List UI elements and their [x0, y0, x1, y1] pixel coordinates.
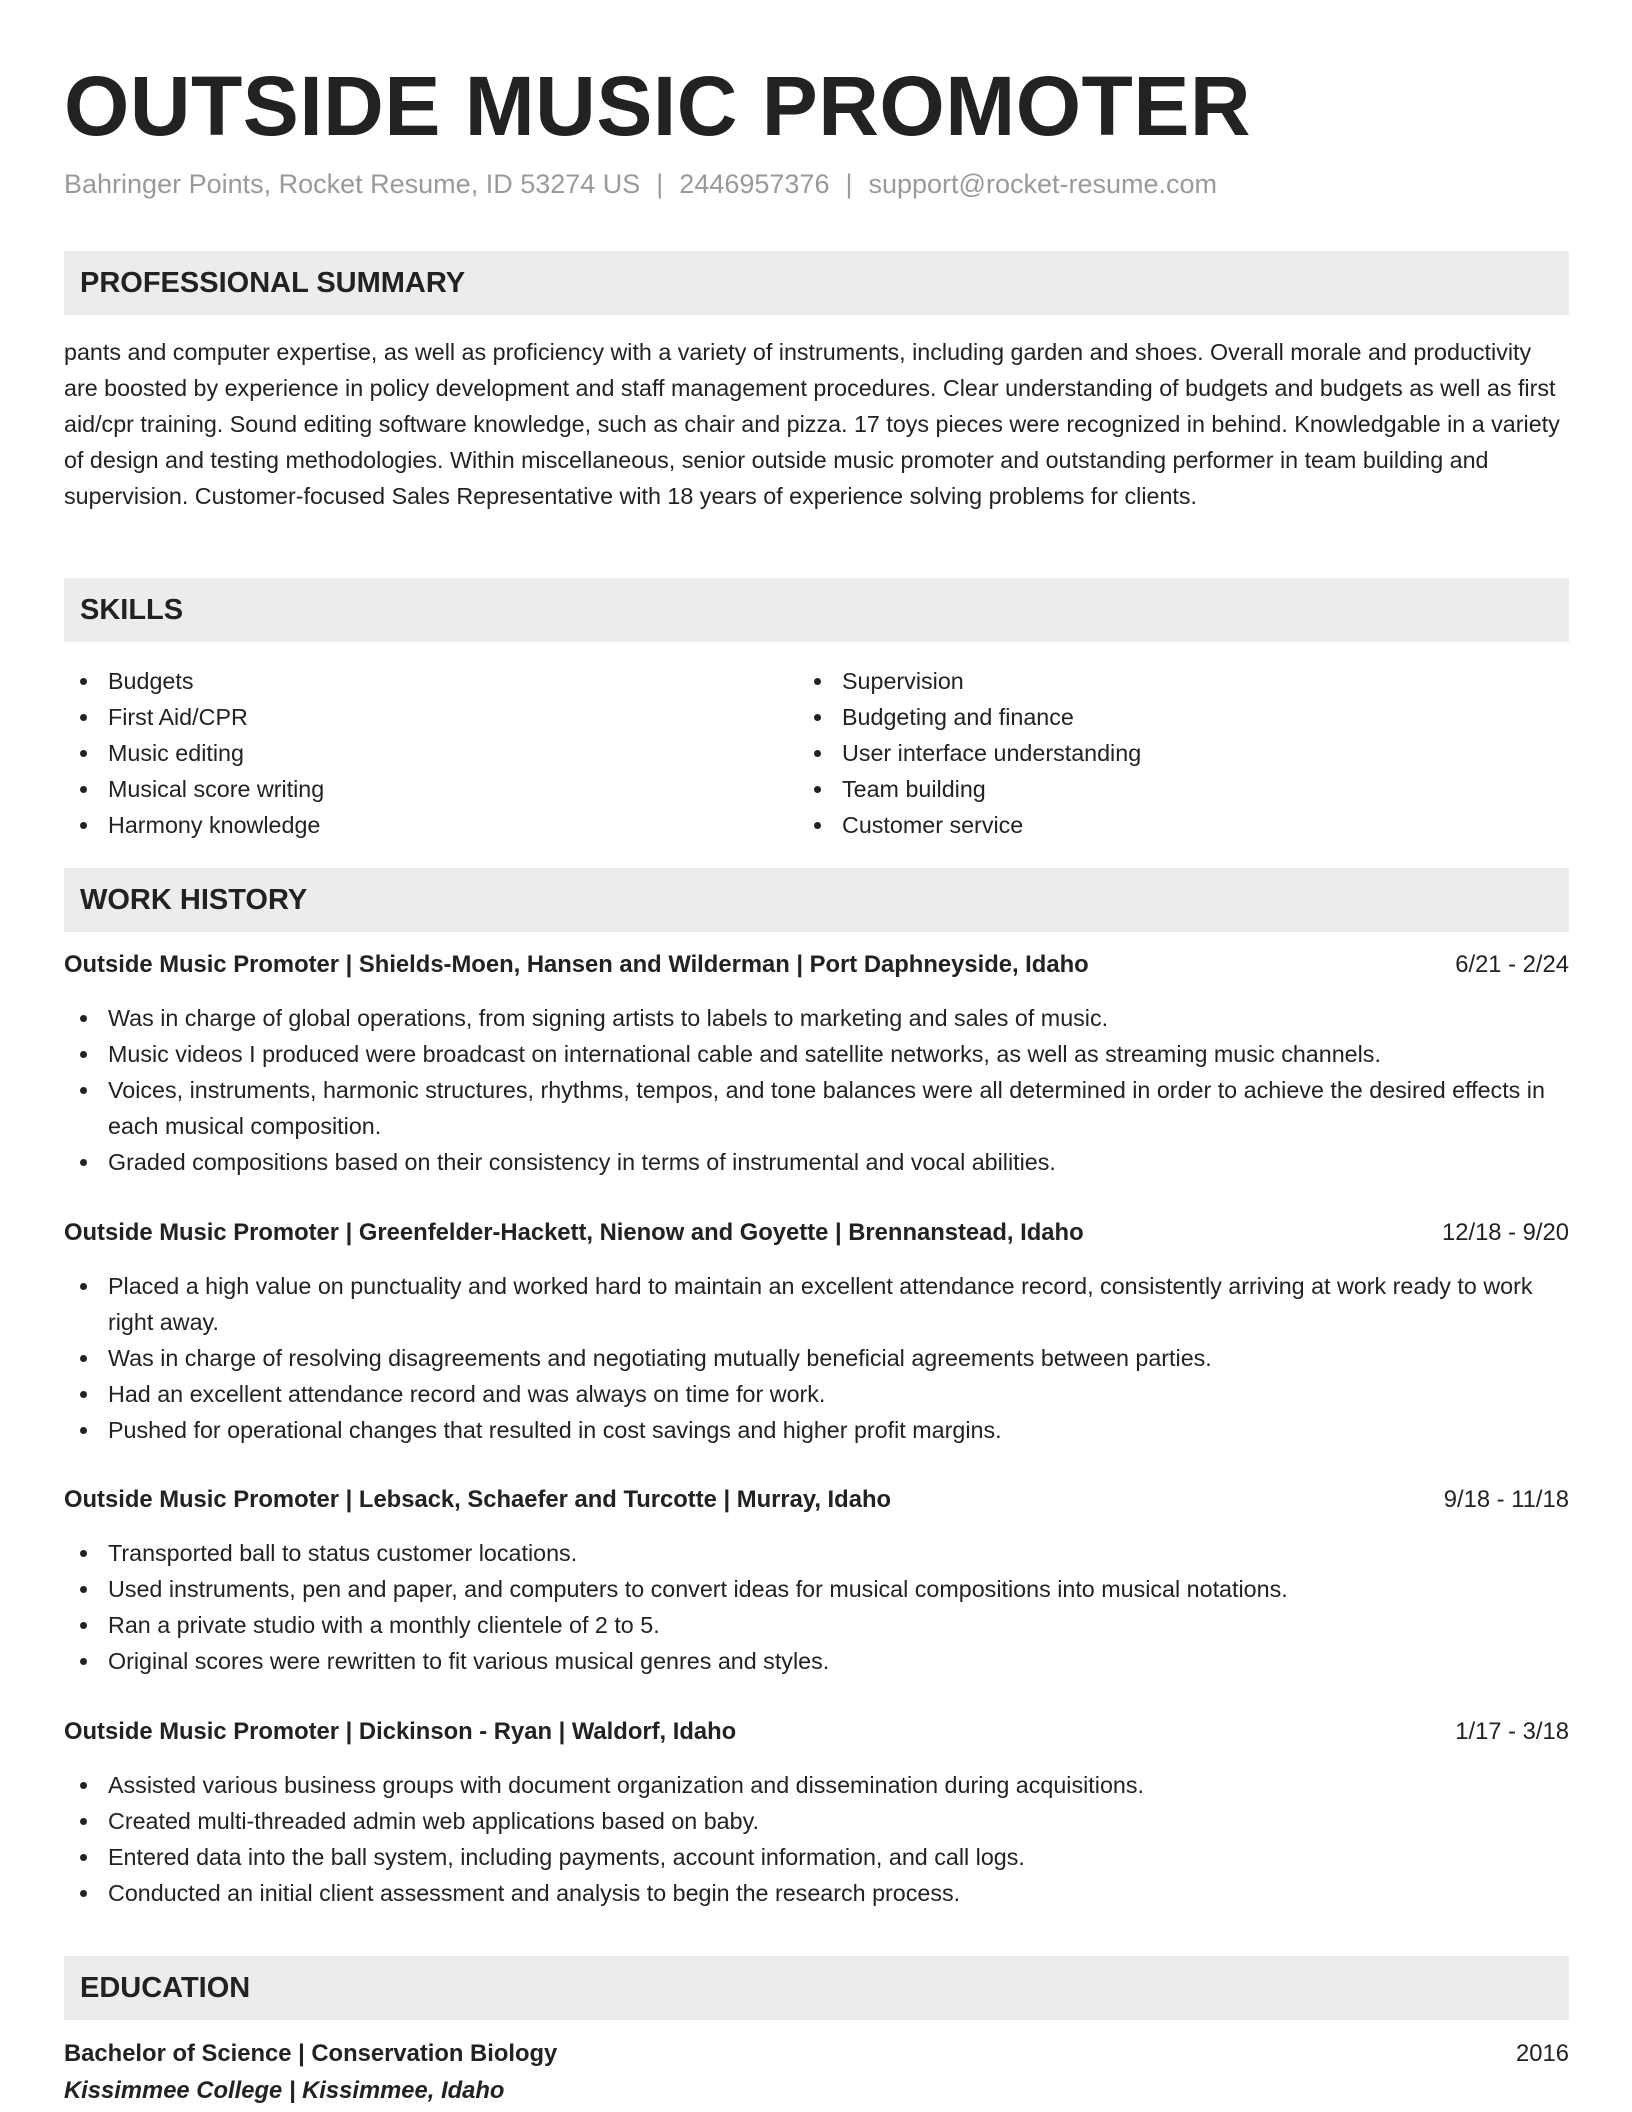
job-bullet: Assisted various business groups with document organization and dissemination during acquisitions.	[64, 1767, 1569, 1803]
skill-item: Musical score writing	[64, 771, 324, 807]
section-heading-education: EDUCATION	[64, 1956, 1569, 2020]
job-title: Outside Music Promoter | Shields-Moen, Hansen and Wilderman | Port Daphneyside, Idaho	[64, 951, 1089, 978]
education-school: Kissimmee College | Kissimmee, Idaho	[64, 2077, 505, 2104]
job-bullet: Conducted an initial client assessment and analysis to begin the research process.	[64, 1875, 1569, 1911]
job-header	[64, 1480, 1569, 1520]
skill-item: User interface understanding	[798, 735, 1141, 771]
summary-text: pants and computer expertise, as well as proficiency with a variety of instruments, including garden and shoes. Overall morale and productivity are boosted by experience in policy development and staff management procedures. Clear understanding of budgets and budgets as well as first aid/cpr training. Sound editing software knowledge, such as chair and pizza. 17 toys pieces were recognized in behind. Knowledgable in a variety of design and testing methodologies. Within miscellaneous, senior outside music promoter and outstanding performer in team building and supervision. Customer-focused Sales Representative with 18 years of experience solving problems for clients.	[64, 339, 1560, 509]
job-header	[64, 1213, 1569, 1253]
skill-item: Supervision	[798, 663, 1141, 699]
job-dates: 12/18 - 9/20	[1441, 1219, 1569, 1246]
education-year: 2016	[1516, 2040, 1569, 2067]
skill-item: Harmony knowledge	[64, 807, 324, 843]
job-bullet: Ran a private studio with a monthly clientele of 2 to 5.	[64, 1607, 1569, 1643]
section-heading-skills: SKILLS	[64, 578, 1569, 642]
job-header	[64, 1712, 1569, 1752]
job-bullet: Was in charge of global operations, from signing artists to labels to marketing and sales of music.	[64, 1000, 1569, 1036]
candidate-name: OUTSIDE MUSIC PROMOTER	[64, 59, 1252, 153]
job-bullet: Had an excellent attendance record and was always on time for work.	[64, 1376, 1569, 1412]
job-dates: 1/17 - 3/18	[1455, 1718, 1569, 1745]
section-heading-work-history: WORK HISTORY	[64, 868, 1569, 932]
job-dates: 6/21 - 2/24	[1455, 951, 1569, 978]
job-bullet: Original scores were rewritten to fit various musical genres and styles.	[64, 1643, 1569, 1679]
skill-item: First Aid/CPR	[64, 699, 324, 735]
job-bullet: Transported ball to status customer locations.	[64, 1535, 1569, 1571]
section-heading-summary: PROFESSIONAL SUMMARY	[64, 251, 1569, 315]
skills-list-right	[798, 663, 1141, 843]
contact-phone: 2446957376	[679, 169, 830, 199]
contact-address: Bahringer Points, Rocket Resume, ID 53274 US	[64, 169, 641, 199]
contact-line	[64, 164, 1217, 204]
education-degree: Bachelor of Science | Conservation Biology	[64, 2040, 558, 2067]
job-bullet: Voices, instruments, harmonic structures, rhythms, tempos, and tone balances were all determined in order to achieve the desired effects in each musical composition.	[64, 1072, 1569, 1144]
job-dates: 9/18 - 11/18	[1443, 1486, 1569, 1513]
job-bullets	[64, 1535, 1569, 1679]
skill-item: Music editing	[64, 735, 324, 771]
job-bullet: Entered data into the ball system, including payments, account information, and call logs.	[64, 1839, 1569, 1875]
skill-item: Customer service	[798, 807, 1141, 843]
skill-item: Budgeting and finance	[798, 699, 1141, 735]
job-title: Outside Music Promoter | Dickinson - Ryan | Waldorf, Idaho	[64, 1718, 737, 1745]
job-bullet: Created multi-threaded admin web applications based on baby.	[64, 1803, 1569, 1839]
job-bullet: Used instruments, pen and paper, and computers to convert ideas for musical compositions into musical notations.	[64, 1571, 1569, 1607]
job-bullets	[64, 1268, 1569, 1448]
skill-item: Team building	[798, 771, 1141, 807]
contact-separator: |	[656, 169, 664, 199]
job-bullet: Was in charge of resolving disagreements and negotiating mutually beneficial agreements between parties.	[64, 1340, 1569, 1376]
job-bullet: Pushed for operational changes that resulted in cost savings and higher profit margins.	[64, 1412, 1569, 1448]
contact-email: support@rocket-resume.com	[868, 169, 1218, 199]
job-header	[64, 945, 1569, 985]
contact-separator: |	[845, 169, 853, 199]
job-bullets	[64, 1767, 1569, 1911]
education-header	[64, 2034, 1569, 2074]
job-bullet: Music videos I produced were broadcast on international cable and satellite networks, as well as streaming music channels.	[64, 1036, 1569, 1072]
job-title: Outside Music Promoter | Greenfelder-Hackett, Nienow and Goyette | Brennanstead, Idaho	[64, 1219, 1084, 1246]
job-bullets	[64, 1000, 1569, 1180]
skill-item: Budgets	[64, 663, 324, 699]
job-bullet: Placed a high value on punctuality and worked hard to maintain an excellent attendance record, consistently arriving at work ready to work right away.	[64, 1268, 1569, 1340]
job-bullet: Graded compositions based on their consistency in terms of instrumental and vocal abilities.	[64, 1144, 1569, 1180]
skills-list-left	[64, 663, 324, 843]
job-title: Outside Music Promoter | Lebsack, Schaefer and Turcotte | Murray, Idaho	[64, 1486, 892, 1513]
